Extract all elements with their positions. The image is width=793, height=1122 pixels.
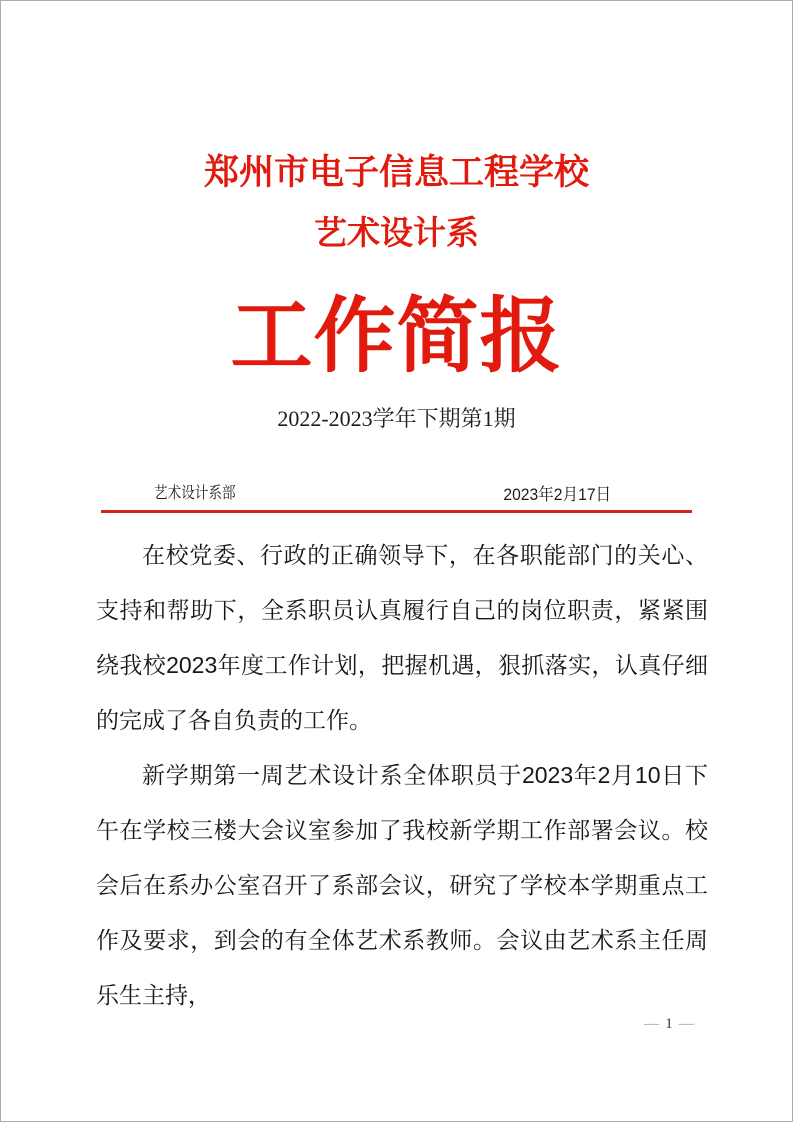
body-paragraph-1: 在校党委、行政的正确领导下，在各职能部门的关心、支持和帮助下，全系职员认真履行自己的岗位职责，紧紧围绕我校2023年度工作计划，把握机遇，狠抓落实，认真仔细的完成了各自负责的工作。 <box>96 542 708 733</box>
school-name-title: 郑州市电子信息工程学校 <box>203 153 589 192</box>
page-number: 1 <box>665 1016 673 1032</box>
issue-date: 2023年2月17日 <box>503 485 611 504</box>
bulletin-title: 工作简报 <box>230 291 563 382</box>
issue-info: 2022-2023学年下期第1期 <box>277 406 516 431</box>
document-body <box>96 528 708 1023</box>
page-number-dash-right: — <box>678 1016 694 1032</box>
issuing-department: 艺术设计系部 <box>154 485 236 502</box>
masthead-row <box>101 480 692 513</box>
body-paragraph-2: 新学期第一周艺术设计系全体职员于2023年2月10日下午在学校三楼大会议室参加了我校新学期工作部署会议。校会后在系办公室召开了系部会议，研究了学校本学期重点工作及要求，到会的有全体艺术系教师。会议由艺术系主任周乐生主持， <box>96 762 708 1008</box>
page-footer <box>629 1016 709 1033</box>
page-number-dash-left: — <box>644 1016 660 1032</box>
department-name-title: 艺术设计系 <box>314 214 479 251</box>
